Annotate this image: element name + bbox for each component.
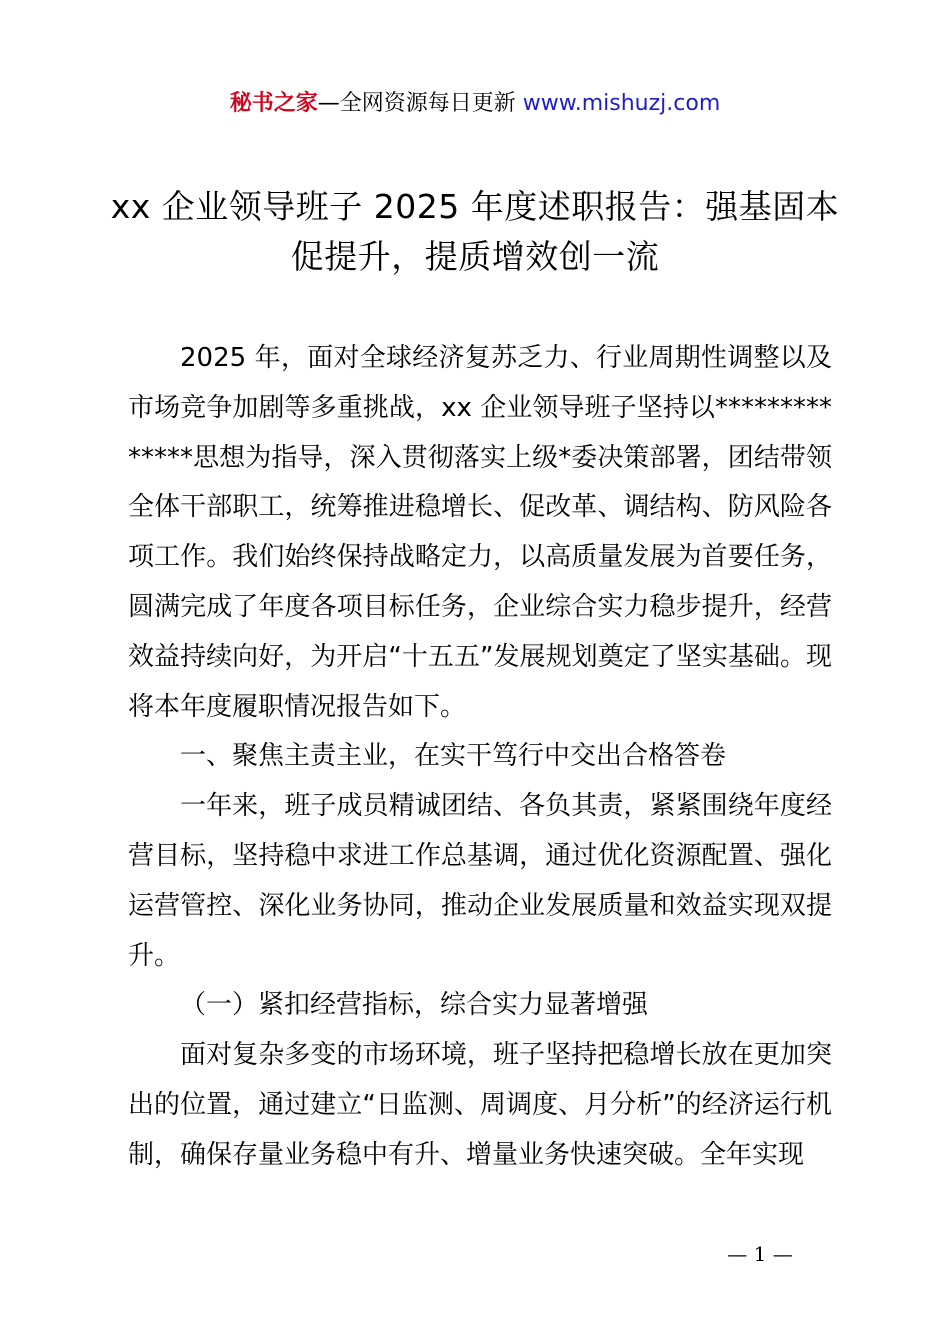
subsection-paragraph: 面对复杂多变的市场环境，班子坚持把稳增长放在更加突出的位置，通过建立“日监测、周调度、月分析”的经济运行机制，确保存量业务稳中有升、增量业务快速突破。全年实现 bbox=[128, 1040, 832, 1170]
subsection-heading: （一）紧扣经营指标，综合实力显著增强 bbox=[180, 990, 649, 1021]
site-header bbox=[0, 86, 950, 122]
document-title: xx 企业领导班子 2025 年度述职报告：强基固本促提升，提质增效创一流 bbox=[110, 187, 840, 276]
site-tagline: —全网资源每日更新 bbox=[317, 91, 523, 116]
page-number: — 1 — bbox=[727, 1242, 793, 1266]
section-heading: 一、聚焦主责主业，在实干笃行中交出合格答卷 bbox=[180, 741, 727, 772]
document-body bbox=[128, 334, 832, 1181]
site-url-link[interactable]: www.mishuzj.com bbox=[522, 91, 721, 116]
section-paragraph: 一年来，班子成员精诚团结、各负其责，紧紧围绕年度经营目标，坚持稳中求进工作总基调，通过优化资源配置、强化运营管控、深化业务协同，推动企业发展质量和效益实现双提升。 bbox=[128, 791, 832, 971]
intro-paragraph: 2025 年，面对全球经济复苏乏力、行业周期性调整以及市场竞争加剧等多重挑战，xx 企业领导班子坚持以**************思想为指导，深入贯彻落实上级*委决策部署，团结带领全体干部职工，统筹推进稳增长、促改革、调结构、防风险各项工作。我们始终保持战略定力，以高质量发展为首要任务，圆满完成了年度各项目标任务，企业综合实力稳步提升，经营效益持续向好，为开启“十五五”发展规划奠定了坚实基础。现将本年度履职情况报告如下。 bbox=[128, 343, 832, 722]
site-brand: 秘书之家 bbox=[229, 91, 318, 116]
